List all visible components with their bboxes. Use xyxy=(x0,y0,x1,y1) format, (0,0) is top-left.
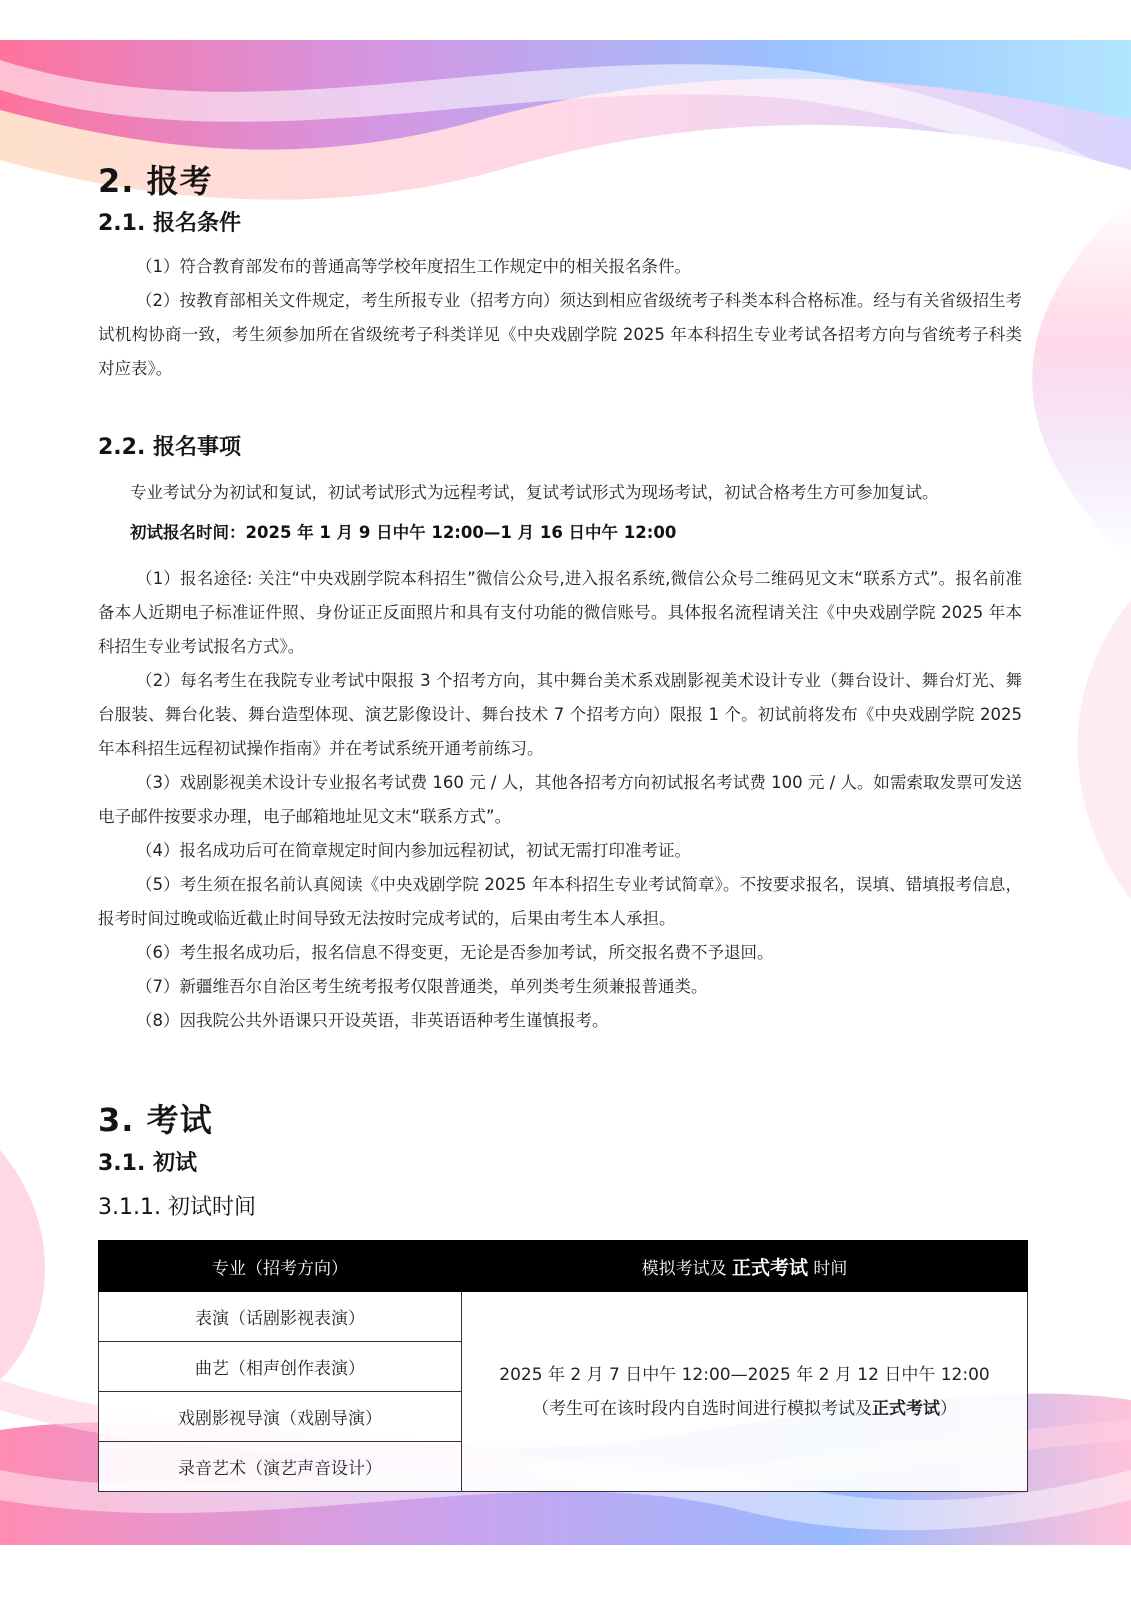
major-cell: 戏剧影视导演（戏剧导演） xyxy=(99,1392,462,1442)
table-header-row xyxy=(99,1241,1028,1292)
registration-item-7: （7）新疆维吾尔自治区考生统考报考仅限普通类，单列类考生须兼报普通类。 xyxy=(136,977,708,996)
header-time-strong: 正式考试 xyxy=(731,1256,808,1279)
exam-time-note xyxy=(463,1392,1026,1426)
registration-item-2: （2）每名考生在我院专业考试中限报 3 个招考方向，其中舞台美术系戏剧影视美术设计专业（舞台设计、舞台灯光、舞台服装、舞台化装、舞台造型体现、演艺影像设计、舞台技术 7 个招考方向）限报 1 个。初试前将发布《中央戏剧学院 2025 年本科招生远程初试操作指南》并在考试系统开通考前练习。 xyxy=(98,671,1022,758)
section-2-1-heading: 2.1. 报名条件 xyxy=(98,211,241,236)
section-3-1-heading: 3.1. 初试 xyxy=(98,1151,197,1176)
section-2-2-heading: 2.2. 报名事项 xyxy=(98,435,241,460)
registration-item-8: （8）因我院公共外语课只开设英语，非英语语种考生谨慎报考。 xyxy=(136,1011,609,1030)
registration-item-5: （5）考生须在报名前认真阅读《中央戏剧学院 2025 年本科招生专业考试简章》。不按要求报名，误填、错填报考信息，报考时间过晚或临近截止时间导致无法按时完成考试的，后果由考生本人承担。 xyxy=(98,875,1022,928)
header-time-suffix: 时间 xyxy=(813,1258,848,1279)
registration-item-1: （1）报名途径: 关注“中央戏剧学院本科招生”微信公众号,进入报名系统,微信公众号二维码见文末“联系方式”。报名前准备本人近期电子标准证件照、身份证正反面照片和具有支付功能的微信账号。具体报名流程请关注《中央戏剧学院 2025 年本科招生专业考试报名方式》。 xyxy=(98,569,1022,656)
major-cell: 录音艺术（演艺声音设计） xyxy=(99,1442,462,1492)
registration-item-6: （6）考生报名成功后，报名信息不得变更，无论是否参加考试，所交报名费不予退回。 xyxy=(136,943,774,962)
registration-item-3: （3）戏剧影视美术设计专业报名考试费 160 元 / 人，其他各招考方向初试报名考试费 100 元 / 人。如需索取发票可发送电子邮件按要求办理，电子邮箱地址见文末“联系方式”。 xyxy=(98,773,1022,826)
note-prefix: （考生可在该时段内自选时间进行模拟考试及 xyxy=(532,1398,872,1419)
condition-paragraph-2: （2）按教育部相关文件规定，考生所报专业（招考方向）须达到相应省级统考子科类本科合格标准。经与有关省级招生考试机构协商一致，考生须参加所在省级统考子科类详见《中央戏剧学院 2025 年本科招生专业考试各招考方向与省统考子科类对应表》。 xyxy=(98,291,1022,378)
section-3-1-1-heading: 3.1.1. 初试时间 xyxy=(98,1195,256,1220)
table-header-major: 专业（招考方向） xyxy=(99,1241,462,1292)
condition-paragraph-1: （1）符合教育部发布的普通高等学校年度招生工作规定中的相关报名条件。 xyxy=(136,257,691,276)
header-time-prefix: 模拟考试及 xyxy=(641,1258,727,1279)
exam-time-cell xyxy=(462,1292,1028,1492)
registration-time: 初试报名时间：2025 年 1 月 9 日中午 12:00—1 月 16 日中午 12:00 xyxy=(130,523,677,542)
table-row xyxy=(99,1292,1028,1342)
major-cell: 曲艺（相声创作表演） xyxy=(99,1342,462,1392)
exam-time-table xyxy=(98,1240,1028,1492)
registration-item-4: （4）报名成功后可在简章规定时间内参加远程初试，初试无需打印准考证。 xyxy=(136,841,691,860)
section-2-heading: 2. 报考 xyxy=(98,162,213,200)
note-strong: 正式考试 xyxy=(872,1398,940,1419)
major-cell: 表演（话剧影视表演） xyxy=(99,1292,462,1342)
section-3-heading: 3. 考试 xyxy=(98,1101,213,1139)
exam-time-range: 2025 年 2 月 7 日中午 12:00—2025 年 2 月 12 日中午 12:00 xyxy=(499,1364,990,1385)
table-header-time xyxy=(462,1241,1028,1292)
registration-intro: 专业考试分为初试和复试，初试考试形式为远程考试，复试考试形式为现场考试，初试合格考生方可参加复试。 xyxy=(130,483,939,502)
note-suffix: ） xyxy=(940,1398,957,1419)
